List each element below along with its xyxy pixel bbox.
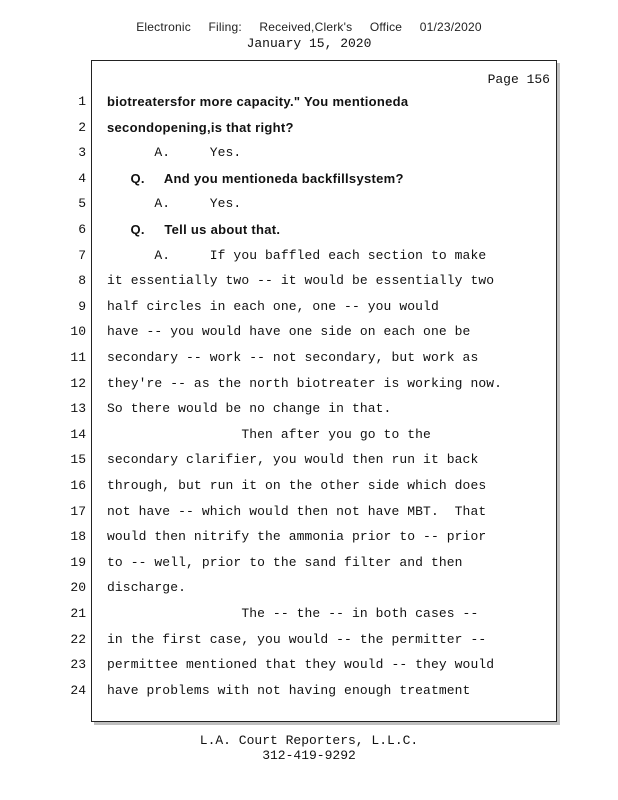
transcript-line: A. Yes. xyxy=(107,196,242,211)
line-number: 15 xyxy=(70,452,86,467)
transcript-line: have problems with not having enough treatment xyxy=(107,683,471,698)
line-number: 17 xyxy=(70,504,86,519)
efiling-received: Received,Clerk's xyxy=(259,20,353,34)
line-number: 9 xyxy=(78,299,86,314)
transcript-line: not have -- which would then not have MBT. That xyxy=(107,504,487,519)
transcript-line: through, but run it on the other side which does xyxy=(107,478,487,493)
transcript-line: Q. And you mentioneda backfillsystem? xyxy=(107,171,404,186)
line-number: 20 xyxy=(70,580,86,595)
line-number: 24 xyxy=(70,683,86,698)
transcript-line: Q. Tell us about that. xyxy=(107,222,281,237)
efiling-electronic: Electronic xyxy=(136,20,191,34)
footer-company: L.A. Court Reporters, L.L.C. xyxy=(199,733,419,748)
line-number: 5 xyxy=(78,196,86,211)
transcript-line: The -- the -- in both cases -- xyxy=(107,606,479,621)
line-number: 16 xyxy=(70,478,86,493)
transcript-line: A. Yes. xyxy=(107,145,242,160)
line-number: 1 xyxy=(78,94,86,109)
transcript-line: A. If you baffled each section to make xyxy=(107,248,487,263)
efiling-office: Office xyxy=(369,20,403,34)
transcript-line: Then after you go to the xyxy=(107,427,431,442)
line-number: 13 xyxy=(70,401,86,416)
transcript-line: would then nitrify the ammonia prior to -- prior xyxy=(107,529,487,544)
transcript-line: they're -- as the north biotreater is working now. xyxy=(107,376,503,391)
line-number: 4 xyxy=(78,171,86,186)
line-number: 3 xyxy=(78,145,86,160)
line-number: 14 xyxy=(70,427,86,442)
efiling-stamp xyxy=(0,20,618,34)
transcript-line: to -- well, prior to the sand filter and then xyxy=(107,555,463,570)
line-number: 7 xyxy=(78,248,86,263)
line-number: 21 xyxy=(70,606,86,621)
efiling-date: 01/23/2020 xyxy=(419,20,482,34)
line-number: 12 xyxy=(70,376,86,391)
transcript-line: half circles in each one, one -- you would xyxy=(107,299,439,314)
transcript-line: in the first case, you would -- the permitter -- xyxy=(107,632,487,647)
page-number: Page 156 xyxy=(487,72,550,87)
line-number: 22 xyxy=(70,632,86,647)
line-number: 23 xyxy=(70,657,86,672)
transcript-line: biotreatersfor more capacity." You mentioneda xyxy=(107,94,409,109)
line-number: 6 xyxy=(78,222,86,237)
footer-phone: 312-419-9292 xyxy=(262,748,356,763)
transcript-date: January 15, 2020 xyxy=(246,36,372,51)
transcript-line: discharge. xyxy=(107,580,187,595)
transcript-line: have -- you would have one side on each one be xyxy=(107,324,471,339)
line-number: 10 xyxy=(70,324,86,339)
line-number: 11 xyxy=(70,350,86,365)
line-number: 18 xyxy=(70,529,86,544)
transcript-line: secondary clarifier, you would then run it back xyxy=(107,452,479,467)
transcript-line: secondopening,is that right? xyxy=(107,120,294,135)
efiling-filing: Filing: xyxy=(208,20,242,34)
transcript-line: permittee mentioned that they would -- they would xyxy=(107,657,495,672)
line-number: 2 xyxy=(78,120,86,135)
transcript-line: So there would be no change in that. xyxy=(107,401,392,416)
line-number: 8 xyxy=(78,273,86,288)
transcript-line: it essentially two -- it would be essentially two xyxy=(107,273,495,288)
line-number: 19 xyxy=(70,555,86,570)
transcript-line: secondary -- work -- not secondary, but work as xyxy=(107,350,479,365)
